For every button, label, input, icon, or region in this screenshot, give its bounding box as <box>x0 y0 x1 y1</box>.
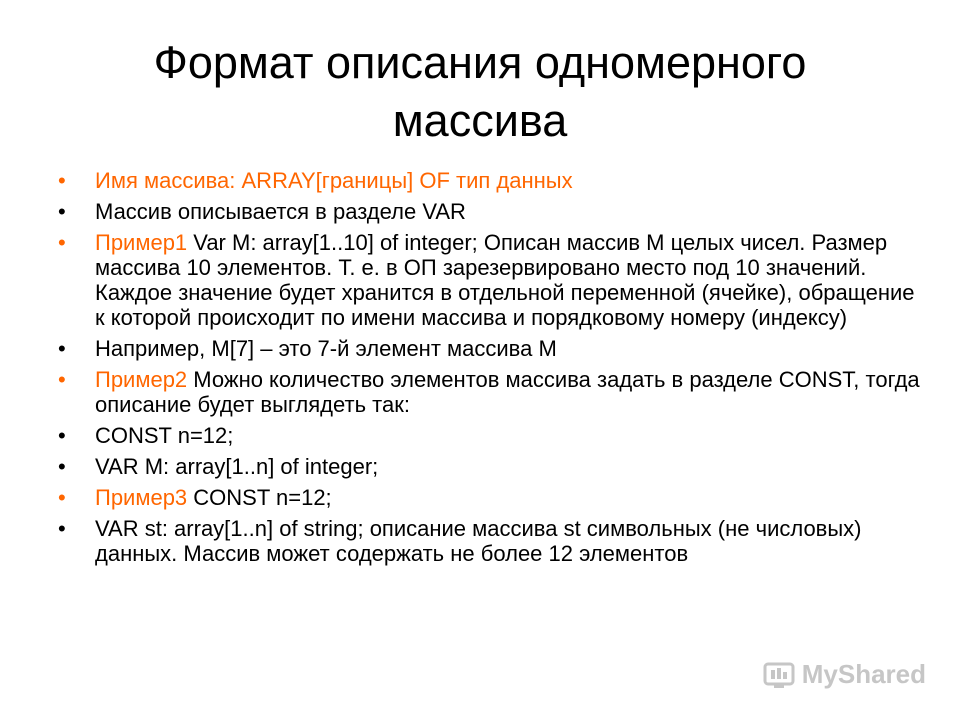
bullet-item <box>58 199 920 224</box>
bullet-text: Var M: array[1..10] of integer; Описан массив M целых чисел. Размер массива 10 элементов. Т. е. в ОП зарезервировано место под 10 значений. Каждое значение будет хранится в отдельной переменной (ячейке), обращение к которой происходит по имени массива и порядковому номеру (индексу) <box>95 230 915 330</box>
bullet-dot: • <box>58 199 66 224</box>
bullet-text: VAR st: array[1..n] of string; описание массива st символьных (не числовых) данных. Массив может содержать не более 12 элементов <box>95 516 862 566</box>
bullet-text: Можно количество элементов массива задать в разделе CONST, тогда описание будет выглядеть так: <box>95 367 920 417</box>
bullet-text: VAR M: array[1..n] of integer; <box>95 454 379 479</box>
bullet-dot: • <box>58 423 66 448</box>
bullet-dot: • <box>58 367 66 392</box>
bullet-item <box>58 485 920 510</box>
bullet-item <box>58 230 920 330</box>
bullet-highlight: Пример3 <box>95 485 188 510</box>
bullet-highlight: Имя массива: ARRAY[границы] OF тип данных <box>95 168 573 193</box>
bullet-text: Например, M[7] – это 7-й элемент массива M <box>95 336 557 361</box>
bullet-dot: • <box>58 168 66 193</box>
bullet-item <box>58 367 920 417</box>
bullet-list <box>58 168 920 572</box>
watermark <box>762 659 926 690</box>
watermark-text: MyShared <box>801 659 926 689</box>
bullet-dot: • <box>58 454 66 479</box>
title-line-1: Формат описания одномерного <box>153 37 807 88</box>
bullet-item <box>58 168 920 193</box>
bullet-item <box>58 454 920 479</box>
bullet-dot: • <box>58 485 66 510</box>
bullet-item <box>58 516 920 566</box>
bullet-text: CONST n=12; <box>187 485 332 510</box>
bullet-dot: • <box>58 336 66 361</box>
bullet-highlight: Пример2 <box>95 367 188 392</box>
myshared-logo-icon <box>762 660 796 690</box>
bullet-dot: • <box>58 230 66 255</box>
slide-title <box>40 34 920 150</box>
bullet-text: Массив описывается в разделе VAR <box>95 199 466 224</box>
bullet-text: CONST n=12; <box>95 423 234 448</box>
bullet-item <box>58 336 920 361</box>
bullet-item <box>58 423 920 448</box>
title-line-2: массива <box>392 95 568 146</box>
bullet-highlight: Пример1 <box>95 230 188 255</box>
bullet-dot: • <box>58 516 66 541</box>
